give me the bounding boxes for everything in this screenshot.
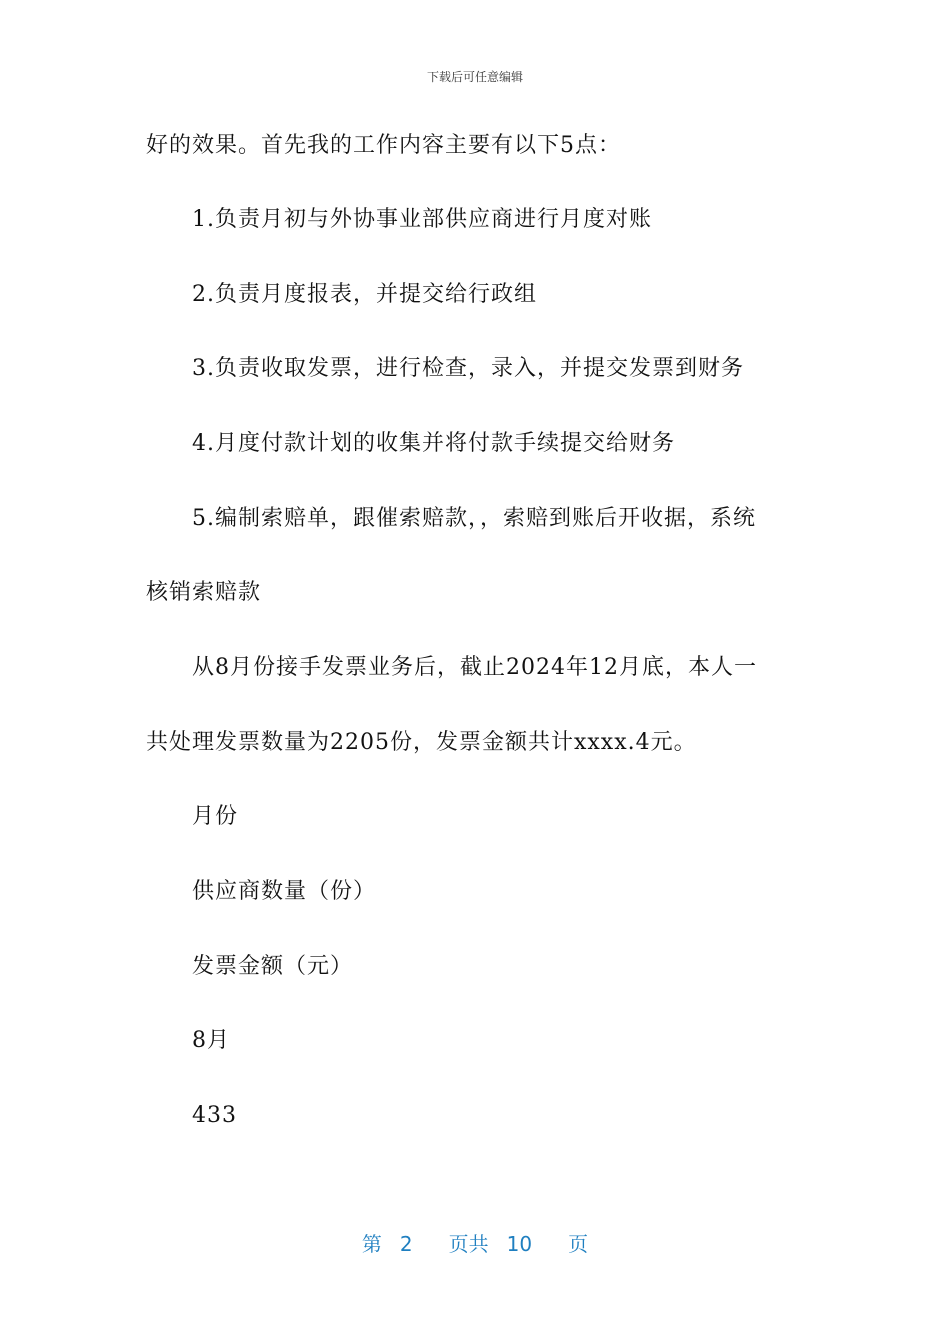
table-cell: 发票金额（元） <box>192 954 354 979</box>
table-cell: 8月 <box>192 1028 230 1053</box>
footer-suffix: 页 <box>568 1232 589 1256</box>
list-item: 5.编制索赔单，跟催索赔款，，索赔到账后开收据，系统 <box>192 506 756 531</box>
text-line: 好的效果。首先我的工作内容主要有以下5点： <box>146 133 621 158</box>
footer-prefix: 第 <box>361 1232 382 1256</box>
page-header: 下载后可任意编辑 <box>426 70 523 84</box>
list-item: 4.月度付款计划的收集并将付款手续提交给财务 <box>192 431 675 456</box>
footer-total-pages: 10 <box>506 1232 533 1256</box>
list-item: 1.负责月初与外协事业部供应商进行月度对账 <box>192 207 652 232</box>
text-line: 从8月份接手发票业务后，截止2024年12月底，本人一 <box>192 655 757 680</box>
table-cell: 供应商数量（份） <box>192 879 377 904</box>
footer-middle: 页共 <box>448 1232 489 1256</box>
page-footer <box>0 1228 950 1257</box>
text-line: 共处理发票数量为2205份，发票金额共计xxxx.4元。 <box>146 730 697 755</box>
text-line: 核销索赔款 <box>146 580 262 605</box>
list-item: 2.负责月度报表，并提交给行政组 <box>192 282 537 307</box>
table-cell: 月份 <box>192 804 239 829</box>
footer-page-number: 2 <box>399 1232 413 1256</box>
list-item: 3.负责收取发票，进行检查，录入，并提交发票到财务 <box>192 356 744 381</box>
table-cell: 433 <box>192 1103 237 1128</box>
